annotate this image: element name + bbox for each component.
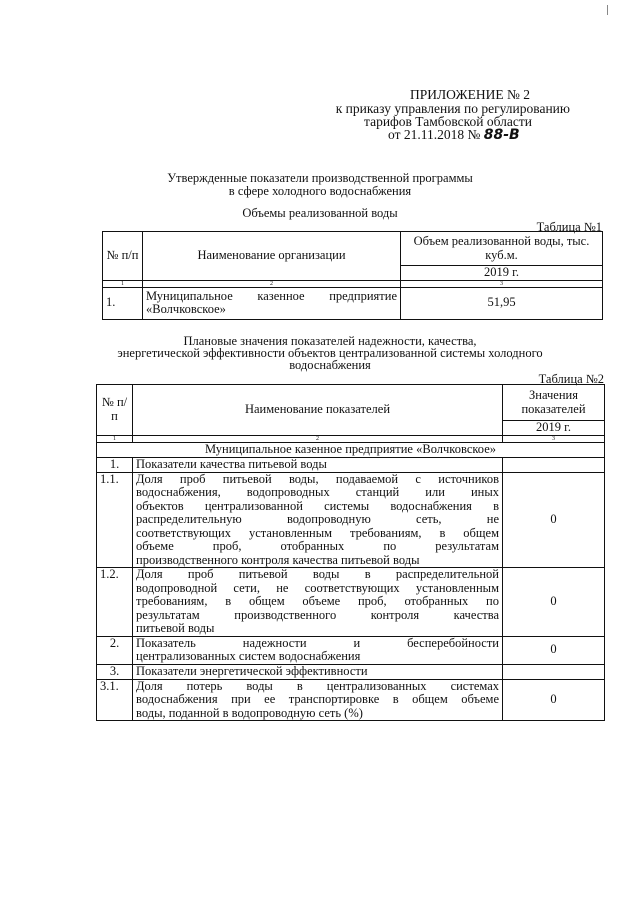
table2-row-value	[503, 457, 605, 472]
table2-row-name	[133, 457, 503, 472]
table2-row-num: 3.	[97, 664, 133, 679]
table2-row-line: водоснабжения, водопроводных станций или иных	[136, 485, 499, 499]
table1	[102, 231, 603, 320]
table2-row-value: 0	[503, 679, 605, 721]
table1-index-cell: 2	[143, 280, 401, 287]
table2-title-line-2: энергетической эффективности объектов централизованной системы холодного	[117, 346, 543, 360]
table2-header-num: № п/п	[97, 385, 133, 436]
table2-row-line: водопроводной сети, не соответствующих установленным	[136, 580, 499, 595]
table2-row-num: 1.2.	[97, 568, 133, 637]
table2-row-line: питьевой воды	[136, 621, 215, 635]
table1-header-org: Наименование организации	[143, 232, 401, 281]
table2-index-cell: 1	[97, 435, 133, 442]
table1-row-value: 51,95	[401, 287, 603, 319]
table1-org-line: «Волчковское»	[146, 302, 226, 316]
heading-line-2: в сфере холодного водоснабжения	[228, 184, 412, 198]
appendix-line-2: тарифов Тамбовской области	[364, 114, 532, 129]
heading-line-1: Утвержденные показатели производственной программы	[167, 171, 473, 185]
table1-header-year: 2019 г.	[401, 266, 603, 281]
table2-header-values-line: Значения	[529, 388, 578, 402]
table1-index-cell: 1	[103, 280, 143, 287]
table1-header-num: № п/п	[103, 232, 143, 281]
scan-mark	[607, 5, 608, 15]
appendix-date-prefix: от 21.11.2018 №	[388, 127, 481, 142]
table2-row-name	[133, 472, 503, 568]
table2-row-num: 3.1.	[97, 679, 133, 721]
table2-row-line: Доля потерь воды в централизованных системах	[136, 678, 499, 693]
table1-section-title: Объемы реализованной воды	[242, 206, 398, 220]
table2-row-name	[133, 679, 503, 721]
table2-row-line: производственного контроля качества питьевой воды	[136, 552, 420, 567]
appendix-date	[388, 128, 578, 143]
table2-row-num: 1.	[97, 457, 133, 472]
table2-row-line: Показатели энергетической эффективности	[136, 663, 368, 678]
table2-row-line: Доля проб питьевой воды в распределительной	[136, 567, 499, 581]
table2-row-value: 0	[503, 568, 605, 637]
table1-caption: Таблица №1	[536, 220, 602, 234]
table2-row-line: распределительную водопроводную сеть, не	[136, 512, 499, 526]
table2-header-values-line: показателей	[521, 401, 586, 416]
table2-row-name	[133, 636, 503, 664]
table1-org-line: Муниципальное казенное предприятие	[146, 288, 397, 303]
appendix-title: ПРИЛОЖЕНИЕ № 2	[409, 87, 530, 102]
table2-row-line: объектов централизованной системы водоснабжения в	[136, 498, 499, 513]
table2-row-value: 0	[503, 636, 605, 664]
table2-row-line: Показатель надежности и бесперебойности	[136, 635, 499, 650]
table2-row-line: водоснабжения при ее транспортировке в общем объеме	[136, 692, 499, 706]
table2-row-line: результатам производственного контроля качества	[136, 607, 499, 622]
table1-header-volume: Объем реализованной воды, тыс. куб.м.	[401, 232, 603, 266]
table2-row-num: 2.	[97, 636, 133, 664]
table2-row-name	[133, 664, 503, 679]
table2-row-line: централизованных систем водоснабжения	[136, 649, 361, 663]
table2-title-line-1: Плановые значения показателей надежности, качества,	[183, 334, 477, 348]
table2-row-line: Доля проб питьевой воды, подаваемой с источников	[136, 471, 499, 486]
table2-header-name: Наименование показателей	[133, 385, 503, 436]
table2-row-line: соответствующих установленным требованиям, в общем	[136, 525, 499, 540]
table2-row-value	[503, 664, 605, 679]
table2-caption: Таблица №2	[538, 372, 604, 386]
table2-row-name	[133, 568, 503, 637]
table2-index-cell: 3	[503, 435, 605, 442]
table1-row-org	[143, 287, 401, 319]
table2-row-num: 1.1.	[97, 472, 133, 568]
table2-header-year: 2019 г.	[503, 421, 605, 436]
table2-header-values	[503, 385, 605, 421]
table2-enterprise-row: Муниципальное казенное предприятие «Волчковское»	[97, 442, 605, 457]
table2-row-line: воды, поданной в водопроводную сеть (%)	[136, 705, 363, 720]
table1-index-cell: 3	[401, 280, 603, 287]
table2-row-line: объеме проб, отобранных по результатам	[136, 539, 499, 553]
table2	[96, 384, 605, 721]
table2-index-cell: 2	[133, 435, 503, 442]
table2-title-line-3: водоснабжения	[289, 358, 371, 372]
handwritten-order-number: 88-В	[483, 127, 520, 143]
table2-row-line: Показатели качества питьевой воды	[136, 456, 327, 471]
table2-row-line: требованиям, в общем объеме проб, отобранных по	[136, 594, 499, 608]
table1-row-num: 1.	[103, 287, 143, 319]
table2-row-value: 0	[503, 472, 605, 568]
appendix-line-1: к приказу управления по регулированию	[335, 101, 570, 116]
